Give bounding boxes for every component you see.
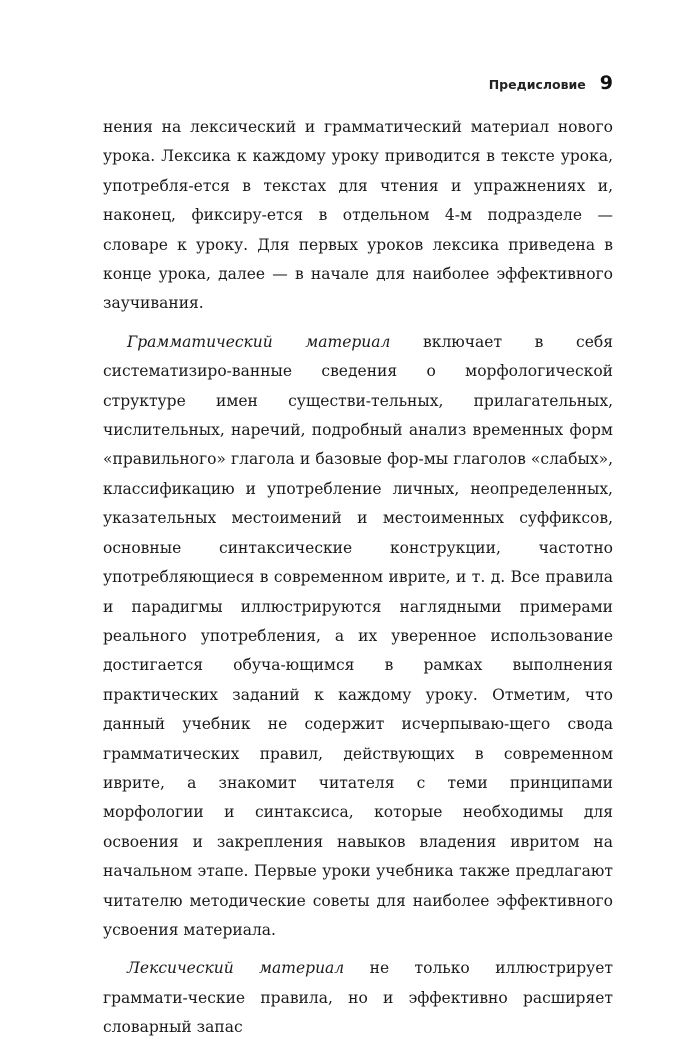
running-header bbox=[489, 72, 613, 94]
section-title: Предисловие bbox=[488, 77, 586, 92]
paragraph-text: не только иллюстрирует граммати-ческие правила, но и эффективно расширяет словарный запас bbox=[103, 959, 614, 1037]
page-number: 9 bbox=[599, 72, 613, 94]
paragraph-text: включает в себя систематизиро-ванные сведения о морфологической структуре имен существи-тельных, прилагательных, числительных, наречий, подробный анализ временных форм «правильного» глагола и базовые фор-мы глаголов «слабых», классификацию и употребление личных, неопределенных, указательных местоимений и местоименных суффиксов, основные синтаксические конструкции, частотно употребляющиеся в современном иврите, и т. д. Все правила и парадигмы иллюстрируются наглядными примерами реального употребления, а их уверенное использование достигается обуча-ющимся в рамках выполнения практических заданий к каждому уроку. Отметим, что данный учебник не содержит исчерпываю-щего свода грамматических правил, действующих в современном иврите, а знакомит читателя с теми принципами морфологии и синтаксиса, которые необходимы для освоения и закрепления навыков владения ивритом на начальном этапе. Первые уроки учебника также предлагают читателю методические советы для наиболее эффективного усвоения материала. bbox=[103, 332, 613, 939]
paragraph-lead-term: Лексический материал bbox=[127, 959, 345, 978]
paragraph-lexicon bbox=[103, 954, 613, 1042]
paragraph-continuation bbox=[103, 113, 613, 319]
paragraph-text: нения на лексический и грамматический материал нового урока. Лексика к каждому уроку приводится в тексте урока, употребля-ется в текстах для чтения и упражнениях и, наконец, фиксиру-ется в отдельном 4-м подразделе — словаре к уроку. Для первых уроков лексика приведена в конце урока, далее — в начале для наиболее эффективного заучивания. bbox=[103, 118, 613, 313]
paragraph-grammar bbox=[103, 328, 613, 946]
body-text bbox=[103, 113, 613, 1052]
paragraph-lead-term: Грамматический материал bbox=[127, 332, 391, 351]
